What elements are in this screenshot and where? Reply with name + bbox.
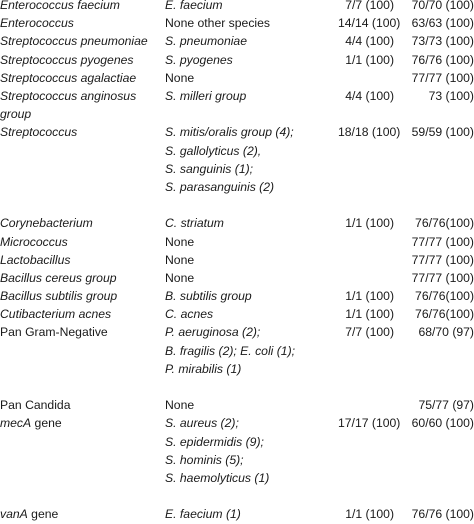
detected-cell: None other species [165, 16, 271, 31]
table-row [0, 505, 474, 523]
organism-cell: Bacillus subtilis group [0, 289, 118, 304]
detected-line: S. gallolyticus (2), [165, 143, 262, 158]
table-row [0, 69, 474, 87]
table-row [0, 251, 474, 269]
detected-line: S. aureus (2); [165, 416, 239, 431]
organism-line: group [0, 107, 32, 122]
col3-cell: 7/7 (100) [345, 325, 394, 340]
col4-cell: 76/76(100) [415, 307, 474, 322]
organism-cell: mecA gene [0, 416, 62, 431]
col4-cell: 77/77 (100) [411, 270, 474, 285]
detected-cell [165, 414, 335, 487]
detected-cell [165, 323, 335, 378]
col4-cell: 59/59 (100) [411, 125, 474, 140]
detected-cell: E. faecium (1) [165, 507, 241, 522]
detected-cell: None [165, 398, 195, 413]
col3-cell: 1/1 (100) [345, 216, 394, 231]
detected-line: S. hominis (5); [165, 452, 244, 467]
col4-cell: 68/70 (97) [418, 325, 474, 340]
col4-cell: 77/77 (100) [411, 234, 474, 249]
gene-name: mecA [0, 416, 32, 431]
detected-cell: S. pyogenes [165, 52, 233, 67]
detected-line: P. mirabilis (1) [165, 361, 242, 376]
organism-cell: Enterococcus faecium [0, 0, 120, 12]
col3-cell: 1/1 (100) [345, 289, 394, 304]
table-row [0, 0, 474, 14]
col3-cell: 14/14 (100) [338, 16, 401, 31]
detected-line: S. haemolyticus (1) [165, 471, 270, 485]
col4-cell: 77/77 (100) [411, 70, 474, 85]
table-row [0, 233, 474, 251]
organism-cell [0, 87, 158, 123]
organism-cell: Micrococcus [0, 234, 68, 249]
detected-cell: None [165, 270, 195, 285]
col3-cell: 7/7 (100) [345, 0, 394, 12]
col3-cell: 1/1 (100) [345, 307, 394, 322]
detected-cell: S. pneumoniae [165, 34, 247, 49]
col3-cell: 18/18 (100) [338, 125, 401, 140]
col3-cell: 17/17 (100) [338, 416, 401, 431]
organism-cell: Corynebacterium [0, 216, 93, 231]
col4-cell: 76/76(100) [415, 216, 474, 231]
detected-cell: S. milleri group [165, 88, 247, 103]
organism-cell: vanA gene [0, 507, 59, 522]
col3-cell: 1/1 (100) [345, 52, 394, 67]
organism-cell: Streptococcus [0, 125, 78, 140]
detected-cell: C. acnes [165, 307, 214, 322]
organism-line: Streptococcus anginosus [0, 88, 137, 103]
table-row [0, 269, 474, 287]
gene-name: vanA [0, 507, 28, 522]
detected-line: S. mitis/oralis group (4); [165, 125, 294, 140]
organism-cell: Pan Gram-Negative [0, 325, 108, 340]
col4-cell: 77/77 (100) [411, 252, 474, 267]
col4-cell: 73/73 (100) [411, 34, 474, 49]
col3-cell: 4/4 (100) [345, 34, 394, 49]
col3-cell: 1/1 (100) [345, 507, 394, 522]
detected-cell: C. striatum [165, 216, 224, 231]
detected-cell [165, 123, 335, 196]
organism-cell: Enterococcus [0, 16, 74, 31]
table-row [0, 14, 474, 32]
table-row [0, 287, 474, 305]
detected-cell: None [165, 70, 195, 85]
table-row [0, 51, 474, 69]
col4-cell: 63/63 (100) [411, 16, 474, 31]
table-row [0, 32, 474, 50]
table-row [0, 305, 474, 323]
detected-line: B. fragilis (2); E. coli (1); [165, 343, 296, 358]
organism-cell: Cutibacterium acnes [0, 307, 112, 322]
table-row [0, 87, 474, 123]
table-row [0, 214, 474, 232]
organism-cell: Streptococcus pyogenes [0, 52, 134, 67]
col4-cell: 76/76 (100) [411, 52, 474, 67]
detected-line: S. sanguinis (1); [165, 161, 254, 176]
col4-cell: 73 (100) [428, 88, 474, 103]
table-row [0, 323, 474, 396]
table-row [0, 396, 474, 414]
detected-line: P. aeruginosa (2); [165, 325, 261, 340]
table-row [0, 123, 474, 214]
detected-cell: E. faecium [165, 0, 223, 12]
organism-cell: Streptococcus agalactiae [0, 70, 137, 85]
detected-line: S. parasanguinis (2) [165, 179, 275, 194]
col4-cell: 60/60 (100) [411, 416, 474, 431]
organism-cell: Lactobacillus [0, 252, 71, 267]
col4-cell: 76/76 (100) [411, 507, 474, 522]
col4-cell: 75/77 (97) [418, 398, 474, 413]
col4-cell: 76/76(100) [415, 289, 474, 304]
col3-cell: 4/4 (100) [345, 88, 394, 103]
detected-line: S. epidermidis (9); [165, 434, 264, 449]
organism-cell: Streptococcus pneumoniae [0, 34, 148, 49]
detected-cell: B. subtilis group [165, 289, 252, 304]
organism-cell: Pan Candida [0, 398, 71, 413]
organism-cell: Bacillus cereus group [0, 270, 117, 285]
col4-cell: 70/70 (100) [411, 0, 474, 12]
table-row [0, 414, 474, 505]
detected-cell: None [165, 252, 195, 267]
detected-cell: None [165, 234, 195, 249]
